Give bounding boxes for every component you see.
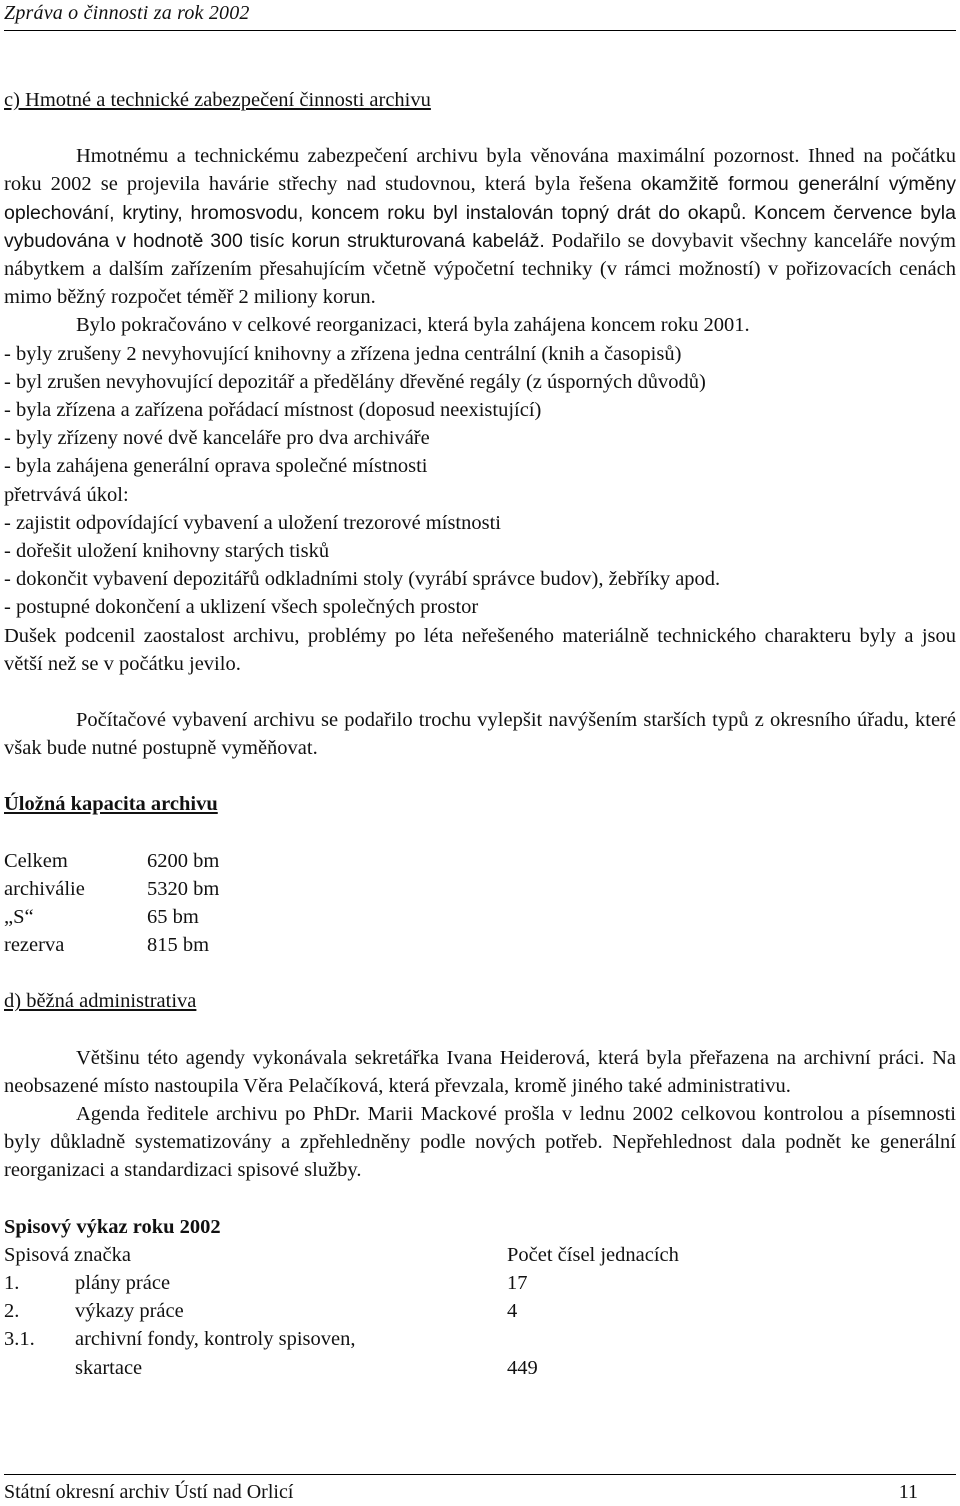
list-item: - dořešit uložení knihovny starých tisků	[4, 540, 330, 563]
spisovy-header-row: Spisová značka Počet čísel jednacích	[4, 1243, 679, 1266]
capacity-row: Celkem 6200 bm	[4, 849, 220, 872]
table-row: skartace 449	[75, 1356, 538, 1379]
table-row: 1. plány práce 17	[4, 1272, 528, 1295]
section-d-paragraph-2: Agenda ředitele archivu po PhDr. Marii Mackové prošla v lednu 2002 celkovou kontrolou a písemnosti byly důkladně systematizovány a zpřehledněny podle nových potřeb. Nepřehlednost dala podnět ke generální reorganizaci a standardizaci spisové služby.	[4, 1103, 956, 1182]
list-item: - zajistit odpovídající vybavení a uložení trezorové místnosti	[4, 511, 501, 534]
spisovy-heading: Spisový výkaz roku 2002	[4, 1215, 221, 1238]
table-row: 2. výkazy práce 4	[4, 1300, 518, 1323]
list-item: - postupné dokončení a uklizení všech společných prostor	[4, 596, 479, 619]
page-content	[4, 86, 956, 1382]
spisovy-table	[4, 1241, 956, 1382]
capacity-row: archiválie 5320 bm	[4, 877, 220, 900]
page-number: 11	[898, 1481, 918, 1503]
section-c-paragraph-2: Bylo pokračováno v celkové reorganizaci, která byla zahájena koncem roku 2001.	[76, 314, 750, 337]
capacity-table	[4, 847, 956, 960]
section-d-paragraph-1: Většinu této agendy vykonávala sekretářka Ivana Heiderová, která byla přeřazena na archivní práci. Na neobsazené místo nastoupila Věra Pelačíková, která převzala, kromě jiného také administrativu.	[4, 1046, 956, 1097]
section-c-paragraph-1: Hmotnému a technickému zabezpečení archivu byla věnována maximální pozornost. Ihned na počátku roku 2002 se projevila havárie střechy nad studovnou, která byla řešena okamžitě formou generální výměny oplechování, krytiny, hromosvodu, koncem roku byl instalován topný drát do okapů. Koncem července byla vybudována v hodnotě 300 tisíc korun strukturovaná kabeláž. Podařilo se dovybavit všechny kanceláře novým nábytkem a dalším zařízením přesahujícím včetně výpočetní techniky (v rámci možností) v pořizovacích cenách mimo běžný rozpočet téměř 2 miliony korun.	[4, 145, 957, 309]
section-d-heading: d) běžná administrativa	[4, 990, 197, 1013]
list-item: - byla zřízena a zařízena pořádací místnost (doposud neexistující)	[4, 399, 542, 422]
footer-institution: Státní okresní archiv Ústí nad Orlicí	[4, 1481, 294, 1503]
list-item: - byl zrušen nevyhovující depozitář a předělány dřevěné regály (z úsporných důvodů)	[4, 370, 706, 393]
table-row: 3.1. archivní fondy, kontroly spisoven,	[4, 1328, 356, 1351]
list-item: - dokončit vybavení depozitářů odkladními stoly (vyrábí správce budov), žebříky apod.	[4, 568, 721, 591]
page-header	[4, 0, 956, 31]
page-footer	[4, 1474, 956, 1505]
list-item: - byly zrušeny 2 nevyhovující knihovny a zřízena jedna centrální (knih a časopisů)	[4, 342, 682, 365]
capacity-row: rezerva 815 bm	[4, 934, 210, 957]
list-item: - byly zřízeny nové dvě kanceláře pro dva archiváře	[4, 427, 430, 450]
header-title: Zpráva o činnosti za rok 2002	[4, 2, 250, 24]
section-c-paragraph-3: Dušek podcenil zaostalost archivu, problémy po léta neřešeného materiálně technického charakteru byly a jsou větší než se v počátku jevilo.	[4, 624, 956, 675]
capacity-heading: Úložná kapacita archivu	[4, 793, 218, 816]
list-item: - byla zahájena generální oprava společné místnosti	[4, 455, 428, 478]
section-c-paragraph-4: Počítačové vybavení archivu se podařilo trochu vylepšit navýšením starších typů z okresního úřadu, které však bude nutné postupně vyměňovat.	[4, 709, 956, 760]
capacity-row: „S“ 65 bm	[4, 906, 199, 929]
section-c-heading: c) Hmotné a technické zabezpečení činnosti archivu	[4, 89, 431, 111]
task-label: přetrvává úkol:	[4, 483, 129, 506]
